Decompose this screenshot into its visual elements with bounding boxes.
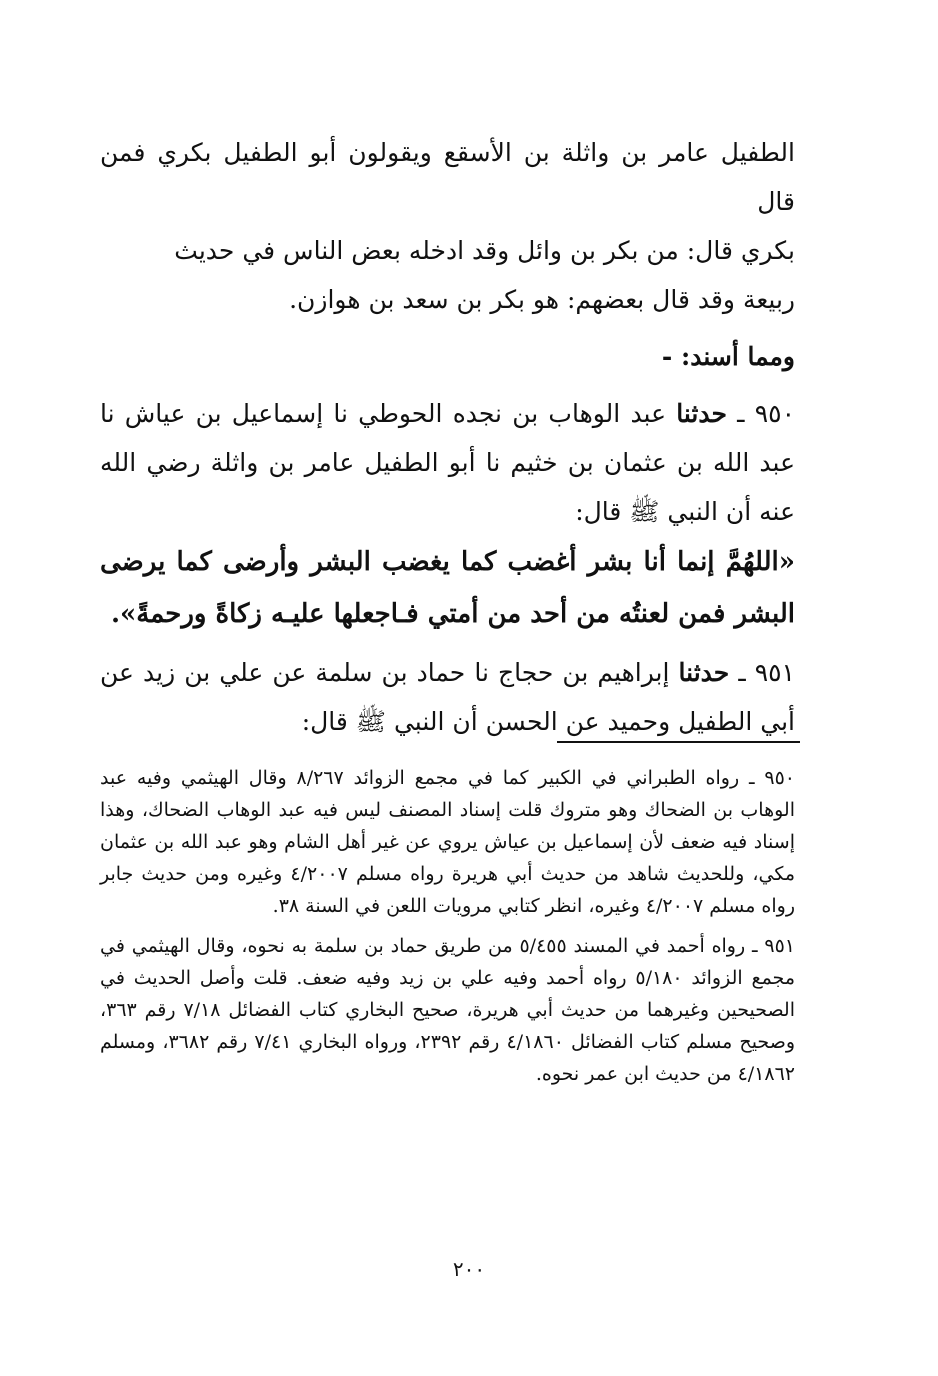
intro-paragraph [100, 128, 795, 324]
hadith-950-quote [100, 536, 795, 640]
hadith-lead: حدثنا [678, 658, 730, 687]
footnotes [100, 762, 795, 1098]
footnote-950 [100, 762, 795, 922]
intro-line: بكري قال: من بكر بن وائل وقد ادخله بعض الناس في حديث [174, 236, 795, 265]
intro-line: ربيعة وقد قال بعضهم: هو بكر بن سعد بن هوازن. [289, 285, 795, 314]
footnote-text: رواه الطبراني في الكبير كما في مجمع الزوائد ٨/٢٦٧ وقال الهيثمي وفيه عبد الوهاب بن الضحاك وهو متروك قلت إسناد المصنف ليس فيه عبد الوهاب الضحاك، وهذا إسناد فيه ضعف لأن إسماعيل بن عياش يروي عن غير أهل الشام وهو عبد الله بن عثمان مكي، وللحديث شاهد من حديث أبي هريرة رواه مسلم ٤/٢٠٠٧ وغيره ومن حديث جابر رواه مسلم ٤/٢٠٠٧ وغيره، انظر كتابي مرويات اللعن في السنة ٣٨. [100, 767, 795, 917]
hadith-text: عبد الوهاب بن نجده الحوطي نا إسماعيل بن عياش نا عبد الله بن عثمان بن خثيم نا أبو الطفيل عامر بن واثلة رضي الله عنه أن النبي ﷺ قال: [100, 399, 795, 526]
page-number: ٢٠٠ [452, 1257, 486, 1281]
hadith-lead: حدثنا [676, 399, 727, 428]
main-text [100, 128, 795, 746]
footnote-number: ٩٥١ ـ [752, 935, 796, 957]
hadith-number: ٩٥٠ ـ [737, 399, 796, 428]
footnote-divider [557, 741, 800, 743]
hadith-951 [100, 648, 795, 746]
footnote-951 [100, 930, 795, 1090]
intro-line: الطفيل عامر بن واثلة بن الأسقع ويقولون أبو الطفيل بكري فمن قال [100, 138, 795, 216]
quote-text: «اللهُمَّ إنما أنا بشر أغضب كما يغضب البشر وأرضى كما يرضى البشر فمن لعنتُه من أحد من أمتي فـاجعلها عليـه زكاةً ورحمةً». [100, 547, 795, 629]
hadith-950 [100, 389, 795, 536]
section-heading: ومما أسند: - [661, 342, 795, 371]
footnote-text: رواه أحمد في المسند ٥/٤٥٥ من طريق حماد بن سلمة به نحوه، وقال الهيثمي في مجمع الزوائد ٥/١٨٠ رواه أحمد وفيه علي بن زيد وفيه ضعف. قلت وأصل الحديث في الصحيحين وغيرهما من حديث أبي هريرة، صحيح البخاري كتاب الفضائل ٧/١٨ رقم ٣٦٣، وصحيح مسلم كتاب الفضائل ٤/١٨٦٠ رقم ٢٣٩٢، ورواه البخاري ٧/٤١ رقم ٣٦٨٢، ومسلم ٤/١٨٦٢ من حديث ابن عمر نحوه. [100, 935, 796, 1085]
footnote-number: ٩٥٠ ـ [748, 767, 795, 789]
hadith-number: ٩٥١ ـ [738, 658, 795, 687]
hadith-text: إبراهيم بن حجاج نا حماد بن سلمة عن علي بن زيد عن أبي الطفيل وحميد عن الحسن أن النبي ﷺ قال: [100, 658, 795, 736]
